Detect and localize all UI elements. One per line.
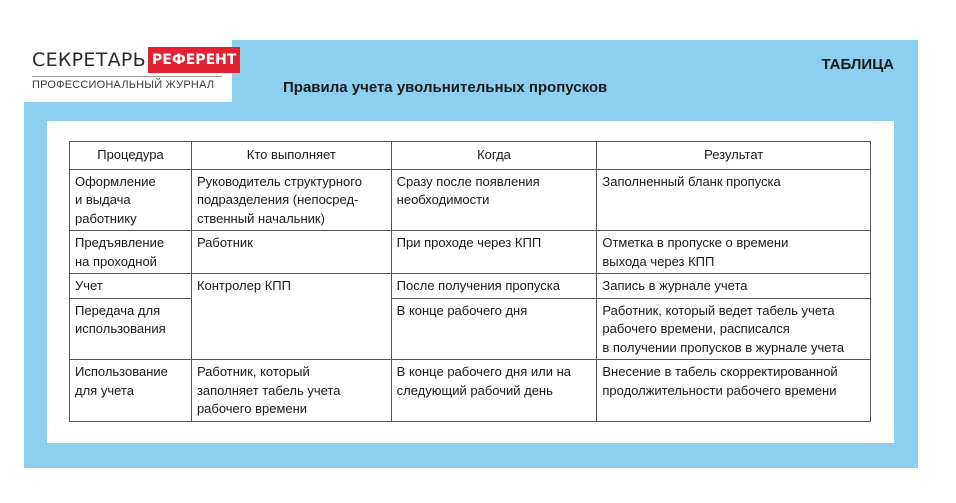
cell-line: в получении пропусков в журнале учета: [602, 339, 845, 355]
cell-line: Оформление: [75, 173, 156, 189]
cell-line: Внесение в табель скорректированной: [602, 364, 838, 379]
cell-result: [597, 298, 871, 360]
table-header-row: [70, 142, 871, 170]
cell-line: При проходе через КПП: [396, 235, 542, 250]
cell-line: После получения пропуска: [396, 278, 560, 293]
cell-procedure: [70, 274, 192, 299]
cell-when: [391, 298, 597, 360]
cell-line: Заполненный бланк пропуска: [602, 173, 781, 189]
cell-who: [191, 360, 391, 422]
cell-line: Учет: [75, 278, 103, 293]
cell-line: на проходной: [75, 253, 157, 269]
cell-procedure: [70, 360, 192, 422]
cell-line: продолжительности рабочего времени: [602, 382, 837, 398]
cell-line: использования: [75, 321, 166, 336]
cell-who: [191, 231, 391, 274]
table-row: [70, 360, 871, 422]
cell-line: Передача для: [75, 302, 161, 318]
cell-result: [597, 360, 871, 422]
cell-who: [191, 169, 391, 231]
header-procedure: Процедура: [70, 142, 192, 170]
cell-line: Использование: [75, 364, 168, 379]
cell-line: необходимости: [396, 192, 490, 207]
cell-line: для учета: [75, 382, 134, 398]
cell-line: Руководитель структурного: [196, 173, 362, 189]
cell-line: рабочего времени, расписался: [602, 321, 790, 336]
header-who: Кто выполняет: [191, 142, 391, 170]
cell-line: заполняет табель учета: [196, 382, 341, 398]
cell-when: [391, 231, 597, 274]
cell-line: следующий рабочий день: [396, 382, 553, 398]
cell-line: подразделения (непосред-: [196, 192, 359, 207]
cell-line: Сразу после появления: [396, 173, 540, 189]
cell-procedure: [70, 169, 192, 231]
logo-right-text: РЕФЕРЕНТ: [148, 47, 240, 73]
header-when: Когда: [391, 142, 597, 170]
cell-when: [391, 360, 597, 422]
page-title: Правила учета увольнительных пропусков: [283, 79, 608, 96]
cell-line: Работник, который: [196, 364, 310, 379]
header-result: Результат: [597, 142, 871, 170]
cell-line: В конце рабочего дня или на: [396, 364, 572, 379]
cell-procedure: [70, 298, 192, 360]
cell-line: ственный начальник): [196, 210, 325, 226]
logo-subtitle: ПРОФЕССИОНАЛЬНЫЙ ЖУРНАЛ: [32, 76, 222, 91]
cell-line: Контролер КПП: [196, 278, 291, 293]
cell-result: [597, 169, 871, 231]
table-tag: ТАБЛИЦА: [821, 56, 894, 73]
cell-line: выхода через КПП: [602, 253, 715, 269]
cell-line: Предъявление: [75, 235, 165, 250]
cell-line: Запись в журнале учета: [602, 278, 748, 293]
cell-line: Работник: [196, 235, 253, 250]
cell-line: и выдача: [75, 192, 131, 207]
table-row: [70, 274, 871, 299]
cell-line: работнику: [75, 210, 137, 226]
cell-result: [597, 274, 871, 299]
cell-who: [191, 274, 391, 360]
cell-when: [391, 169, 597, 231]
cell-line: Работник, который ведет табель учета: [602, 302, 835, 318]
cell-line: Отметка в пропуске о времени: [602, 235, 789, 250]
logo-left-text: СЕКРЕТАРЬ: [32, 49, 147, 71]
table-row: [70, 231, 871, 274]
cell-when: [391, 274, 597, 299]
rules-table: [69, 141, 871, 422]
cell-line: В конце рабочего дня: [396, 302, 528, 318]
logo: [32, 47, 240, 73]
cell-line: рабочего времени: [196, 401, 308, 416]
table-row: [70, 298, 871, 360]
table-row: [70, 169, 871, 231]
cell-result: [597, 231, 871, 274]
cell-procedure: [70, 231, 192, 274]
